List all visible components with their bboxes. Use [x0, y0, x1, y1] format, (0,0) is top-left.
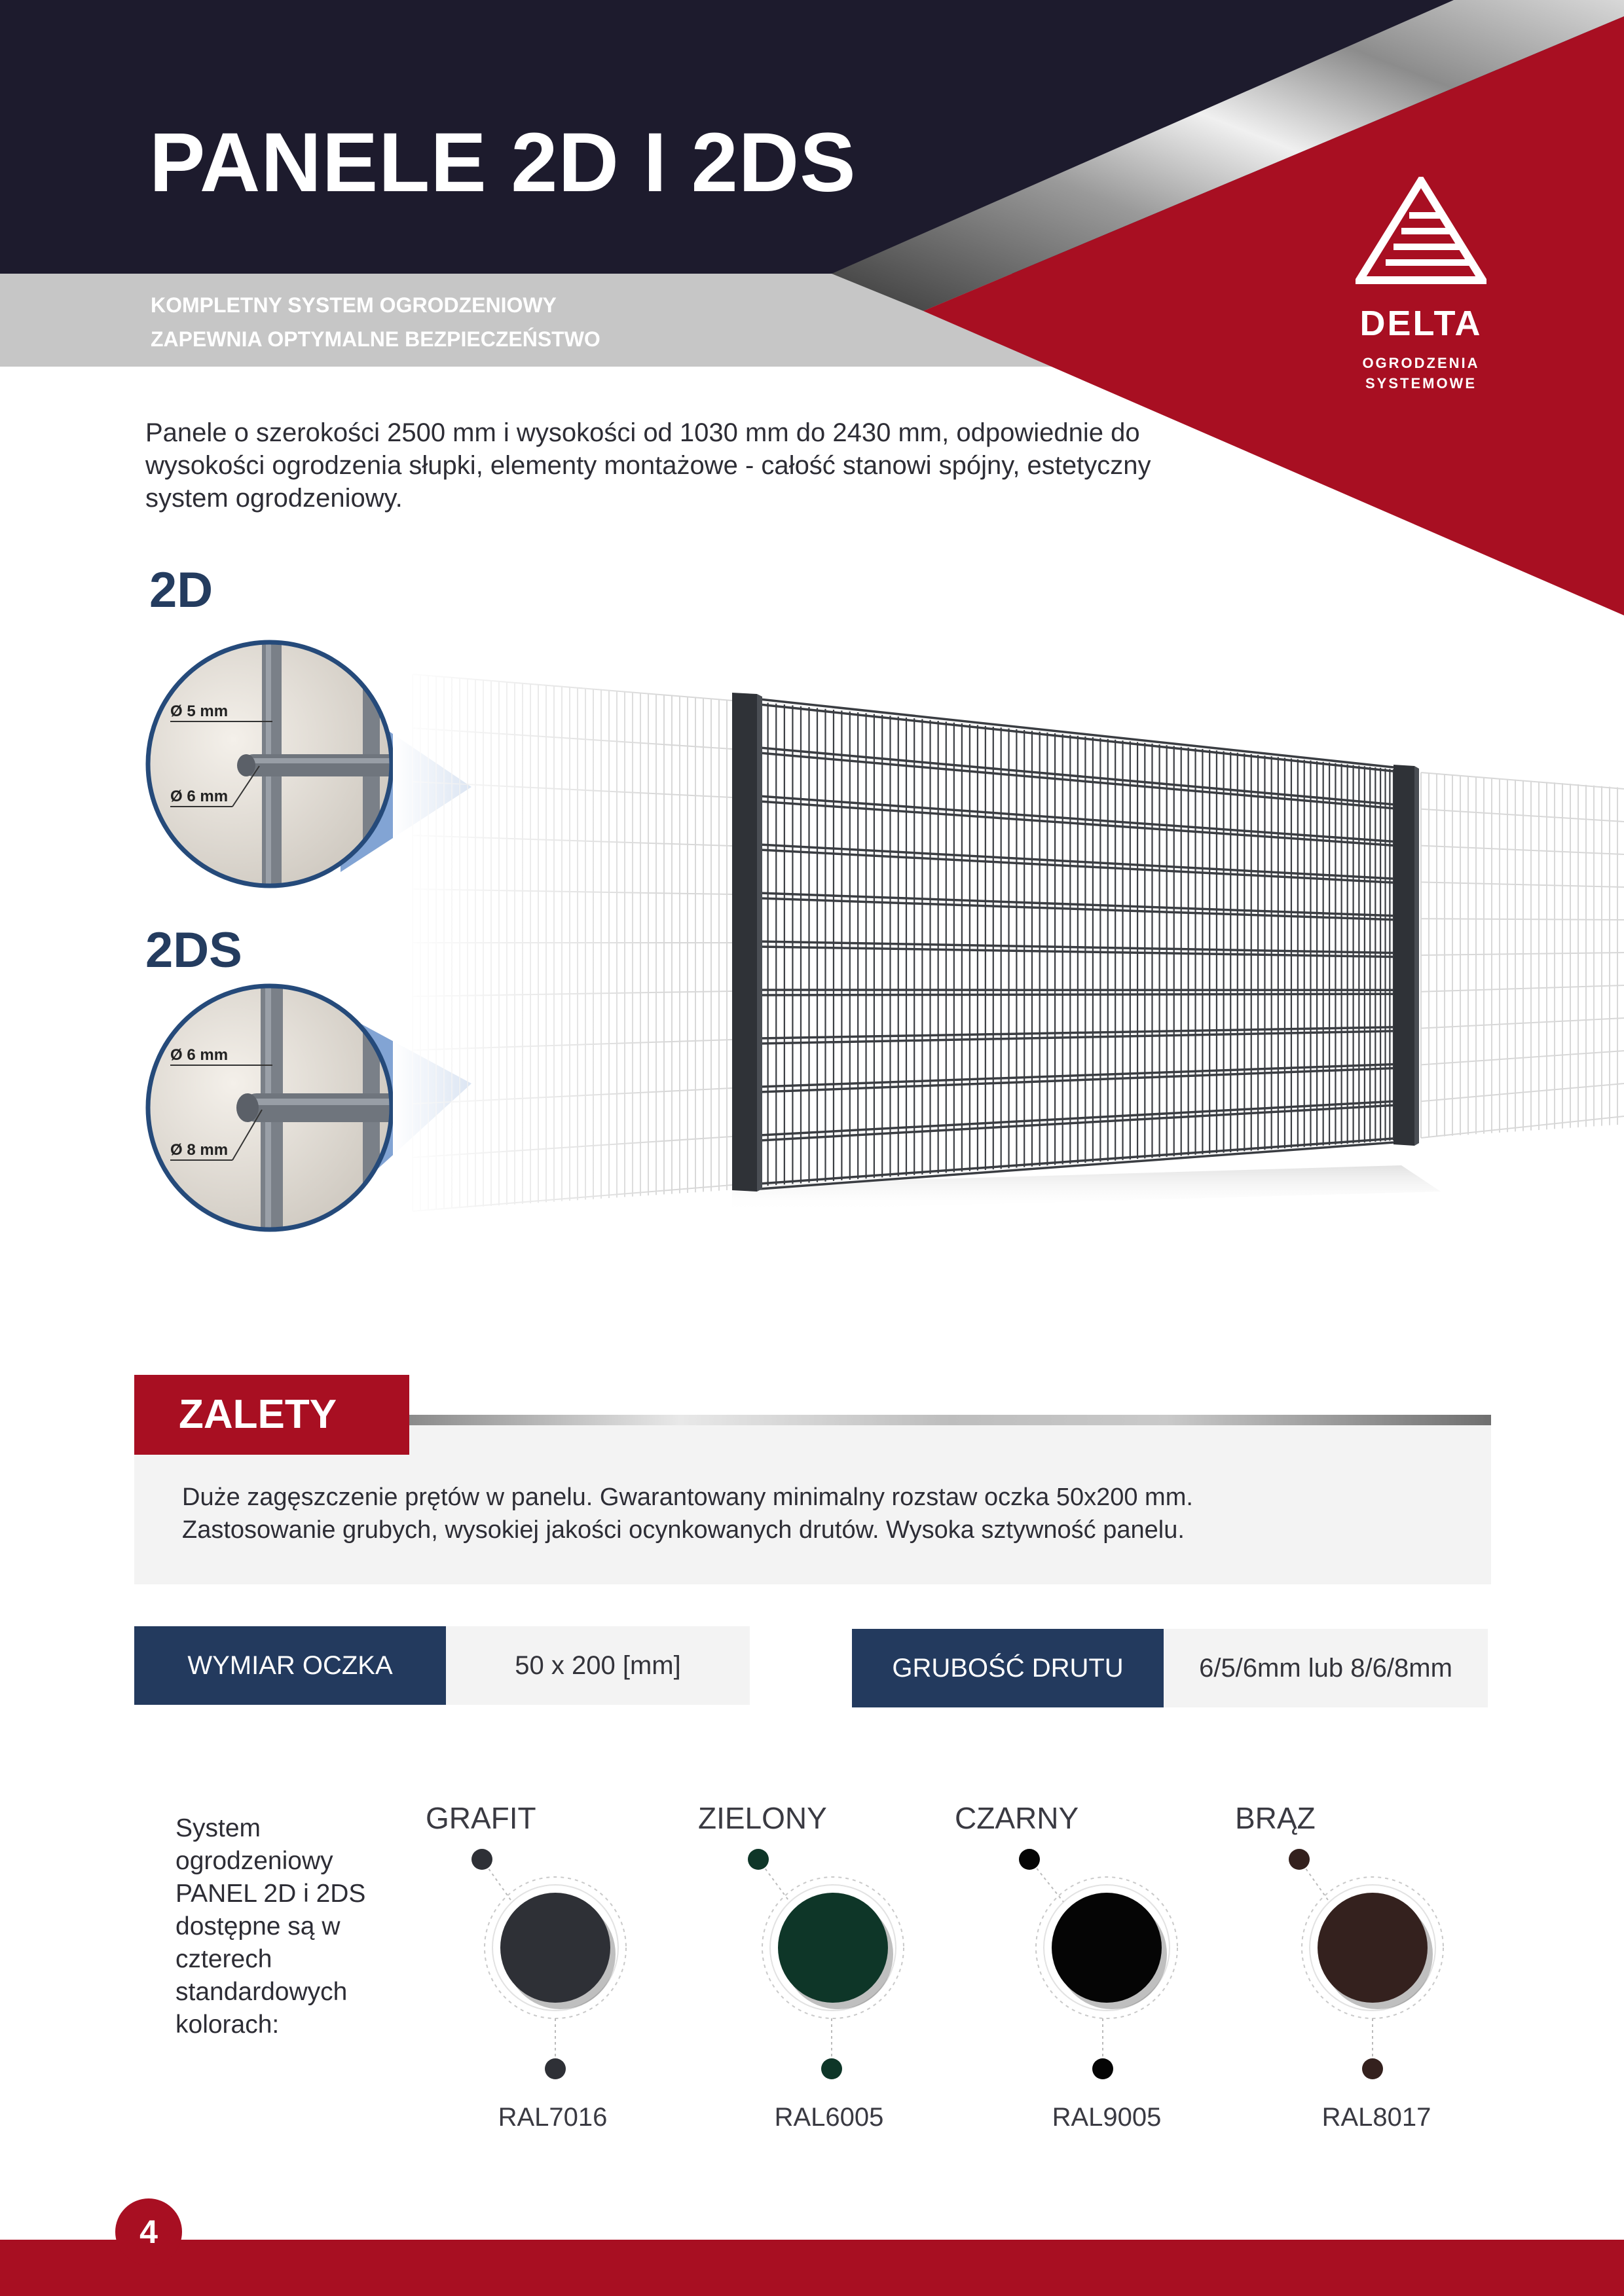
advantages-line-1: Duże zagęszczenie prętów w panelu. Gwarantowany minimalny rozstaw oczka 50x200 mm.: [182, 1484, 1193, 1511]
logo-tagline-line-2: SYSTEMOWE: [1365, 375, 1477, 392]
wire-bottom-label-2ds: Ø 8 mm: [170, 1141, 229, 1159]
color-name-zielony: ZIELONY: [698, 1801, 827, 1835]
logo-tagline: [1336, 353, 1506, 393]
logo-tagline-line-1: OGRODZENIA: [1362, 355, 1480, 371]
colors-intro: System ogrodzeniowy PANEL 2D i 2DS dostępne są w czterech standardowych kolorach:: [175, 1814, 366, 2039]
delta-triangle-icon: [1356, 177, 1486, 285]
intro-text: Panele o szerokości 2500 mm i wysokości od 1030 mm do 2430 mm, odpowiednie do wysokości ogrodzenia słupki, elementy montażowe - całość stanowi spójny, estetyczny system ogrodzeniowy.: [145, 418, 1151, 513]
spec-mesh-size-value: 50 x 200 [mm]: [446, 1626, 750, 1705]
page-title: PANELE 2D I 2DS: [149, 116, 857, 210]
fence-panel-illustration: [393, 648, 1624, 1237]
delta-logo: [1336, 177, 1506, 393]
wire-bottom-label-2d: Ø 6 mm: [170, 788, 229, 805]
spec-wire-thickness-label: GRUBOŚĆ DRUTU: [852, 1629, 1164, 1707]
color-swatch-zielony: [748, 1849, 904, 2079]
advantages-line-2: Zastosowanie grubych, wysokiej jakości ocynkowanych drutów. Wysoka sztywność panelu.: [182, 1516, 1185, 1544]
color-swatch-braz: [1289, 1849, 1443, 2079]
fence-post-right: [1393, 765, 1419, 1146]
spec-wire-thickness: [852, 1629, 1488, 1707]
footer-band: [0, 2240, 1624, 2296]
spec-wire-thickness-value: 6/5/6mm lub 8/6/8mm: [1164, 1629, 1488, 1707]
advantages-divider: [409, 1415, 1491, 1425]
model-label-2d: 2D: [149, 562, 213, 618]
subtitle-line-1: KOMPLETNY SYSTEM OGRODZENIOWY: [151, 293, 557, 317]
model-label-2ds: 2DS: [145, 922, 242, 978]
color-name-czarny: CZARNY: [955, 1801, 1079, 1835]
ral-code-zielony: RAL6005: [774, 2103, 884, 2132]
advantages-heading: ZALETY: [134, 1375, 409, 1455]
color-swatches: [0, 1833, 1624, 2108]
spec-mesh-size: [134, 1626, 750, 1705]
logo-name: DELTA: [1359, 304, 1483, 343]
subtitle-line-2: ZAPEWNIA OPTYMALNE BEZPIECZEŃSTWO: [151, 327, 600, 351]
advantages-text: [182, 1481, 1459, 1546]
subtitle: [151, 288, 600, 356]
color-swatch-grafit: [471, 1849, 626, 2079]
fence-post-left: [732, 693, 762, 1192]
page-number: 4: [115, 2198, 182, 2265]
color-swatch-czarny: [1019, 1849, 1177, 2079]
color-name-grafit: GRAFIT: [426, 1801, 536, 1835]
wire-top-label-2ds: Ø 6 mm: [170, 1046, 229, 1064]
ral-code-grafit: RAL7016: [498, 2103, 608, 2132]
ral-code-czarny: RAL9005: [1052, 2103, 1162, 2132]
spec-mesh-size-label: WYMIAR OCZKA: [134, 1626, 446, 1705]
color-name-braz: BRĄZ: [1235, 1801, 1316, 1835]
wire-top-label-2d: Ø 5 mm: [170, 702, 229, 720]
ral-code-braz: RAL8017: [1321, 2103, 1431, 2132]
